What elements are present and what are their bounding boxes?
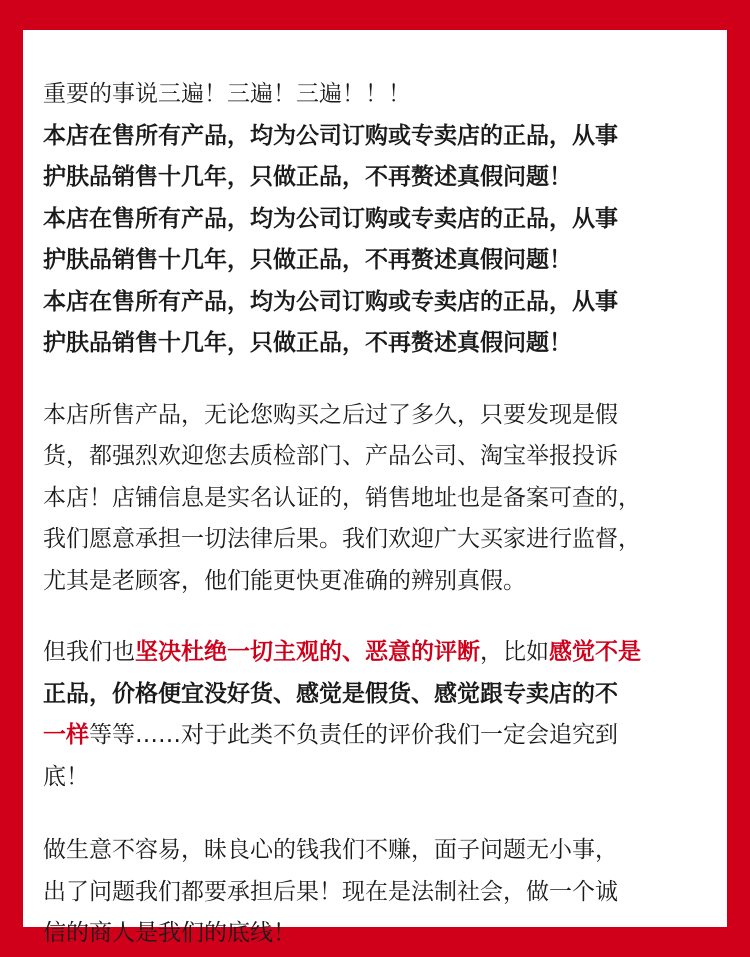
business-ethics bbox=[43, 830, 707, 955]
body-line: 尤其是老顾客，他们能更快更准确的辨别真假。 bbox=[43, 567, 526, 594]
body-line: 做生意不容易，昧良心的钱我们不赚，面子问题无小事， bbox=[43, 837, 618, 863]
emphasis-line: 正品，价格便宜没好货、感觉是假货、感觉跟专卖店的不 bbox=[43, 680, 618, 707]
body-line: 我们愿意承担一切法律后果。我们欢迎广大买家进行监督， bbox=[43, 526, 641, 552]
emphasis-line: 护肤品销售十几年，只做正品，不再赘述真假问题！ bbox=[43, 247, 572, 273]
emphasis-line: 本店在售所有产品，均为公司订购或专卖店的正品，从事 bbox=[43, 122, 618, 149]
emphasis-line: 护肤品销售十几年，只做正品，不再赘述真假问题！ bbox=[43, 330, 572, 356]
emphasis-line: 本店在售所有产品，均为公司订购或专卖店的正品，从事 bbox=[43, 205, 618, 232]
text-segment: 等等……对于此类不负责任的评价我们一定会追究到 bbox=[89, 722, 618, 748]
text-segment: 但我们也 bbox=[43, 639, 135, 665]
body-line: 出了问题我们都要承担后果！现在是法制社会，做一个诚 bbox=[43, 878, 618, 905]
emphasis-segment: 一样 bbox=[43, 722, 89, 748]
text-segment: ，比如 bbox=[480, 639, 549, 665]
emphasis-segment: 感觉不是 bbox=[549, 639, 641, 665]
malicious-review-policy bbox=[43, 632, 707, 798]
emphasis-line: 护肤品销售十几年，只做正品，不再赘述真假问题！ bbox=[43, 164, 572, 190]
body-line: 货，都强烈欢迎您去质检部门、产品公司、淘宝举报投诉 bbox=[43, 443, 618, 469]
intro-line: 重要的事说三遍！三遍！三遍！！！ bbox=[43, 81, 411, 107]
authenticity-notice bbox=[43, 74, 707, 365]
emphasis-line: 本店在售所有产品，均为公司订购或专卖店的正品，从事 bbox=[43, 288, 618, 315]
body-line bbox=[43, 715, 707, 757]
body-line: 信的商人是我们的底线！ bbox=[43, 920, 296, 946]
body-line bbox=[43, 632, 707, 674]
body-line: 底！ bbox=[43, 763, 89, 790]
body-line: 本店！店铺信息是实名认证的，销售地址也是备案可查的， bbox=[43, 484, 641, 511]
body-line: 本店所售产品，无论您购买之后过了多久，只要发现是假 bbox=[43, 401, 618, 428]
notice-panel bbox=[23, 30, 727, 946]
emphasis-segment: 坚决杜绝一切主观的、恶意的评断 bbox=[135, 639, 480, 665]
quality-guarantee bbox=[43, 395, 707, 603]
